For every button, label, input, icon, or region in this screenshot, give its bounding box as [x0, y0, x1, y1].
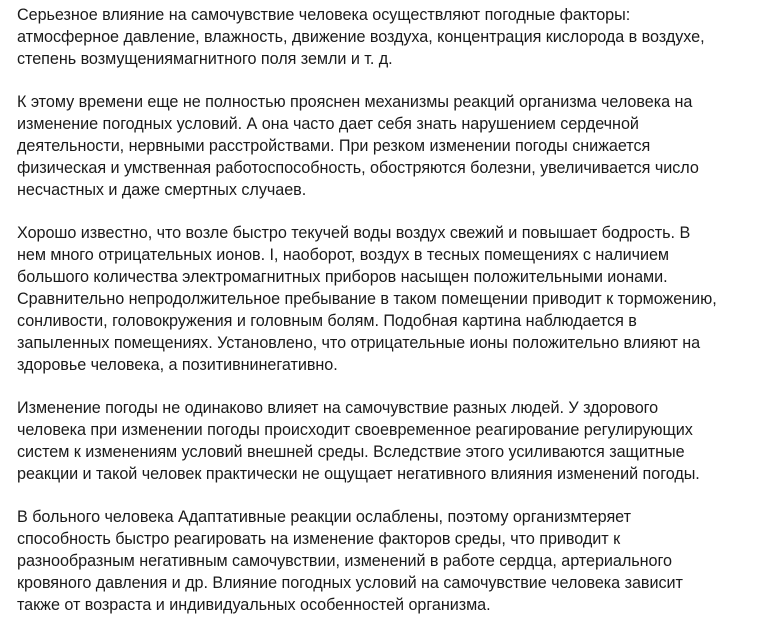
text-line: Сравнительно непродолжительное пребывание в таком помещении приводит к торможению,	[17, 290, 717, 308]
text-line: человека при изменении погоды происходит своевременное реагирование регулирующих	[17, 421, 693, 439]
text-line: способность быстро реагировать на изменение факторов среды, что приводит к	[17, 530, 621, 548]
paragraph-sick-person	[17, 506, 753, 616]
text-line: Изменение погоды не одинаково влияет на самочувствие разных людей. У здорового	[17, 399, 659, 417]
text-line: В больного человека Адаптативные реакции ослаблены, поэтому организмтеряет	[17, 508, 631, 526]
text-line: реакции и такой человек практически не ощущает негативного влияния изменений погоды.	[17, 465, 700, 483]
paragraph-body-reactions	[17, 91, 753, 201]
text-line: К этому времени еще не полностью прояснен механизмы реакций организма человека на	[17, 93, 693, 111]
text-line: систем к изменениям условий внешней среды. Вследствие этого усиливаются защитные	[17, 443, 685, 461]
paragraph-healthy-person	[17, 397, 753, 485]
text-line: большого количества электромагнитных приборов насыщен положительными ионами.	[17, 268, 668, 286]
paragraph-ions	[17, 222, 753, 376]
text-line: изменение погодных условий. А она часто дает себя знать нарушением сердечной	[17, 115, 639, 133]
text-line: деятельности, нервными расстройствами. При резком изменении погоды снижается	[17, 137, 651, 155]
text-line: запыленных помещениях. Установлено, что отрицательные ионы положительно влияют на	[17, 334, 701, 352]
document-body	[17, 4, 753, 637]
text-line: разнообразным негативным самочувствии, изменений в работе сердца, артериального	[17, 552, 672, 570]
text-line: степень возмущениямагнитного поля земли и т. д.	[17, 50, 393, 68]
text-line: нем много отрицательных ионов. І, наоборот, воздух в тесных помещениях с наличием	[17, 246, 669, 264]
text-line: кровяного давления и др. Влияние погодных условий на самочувствие человека зависит	[17, 574, 683, 592]
text-line: Серьезное влияние на самочувствие человека осуществляют погодные факторы:	[17, 6, 631, 24]
text-line: здоровье человека, а позитивнинегативно.	[17, 356, 338, 374]
text-line: Хорошо известно, что возле быстро текучей воды воздух свежий и повышает бодрость. В	[17, 224, 691, 242]
paragraph-weather-factors	[17, 4, 753, 70]
text-line: физическая и умственная работоспособность, обостряются болезни, увеличивается число	[17, 159, 699, 177]
text-line: также от возраста и индивидуальных особенностей организма.	[17, 596, 491, 614]
text-line: атмосферное давление, влажность, движение воздуха, концентрация кислорода в воздухе,	[17, 28, 705, 46]
text-line: сонливости, головокружения и головным болям. Подобная картина наблюдается в	[17, 312, 637, 330]
text-line: несчастных и даже смертных случаев.	[17, 181, 307, 199]
